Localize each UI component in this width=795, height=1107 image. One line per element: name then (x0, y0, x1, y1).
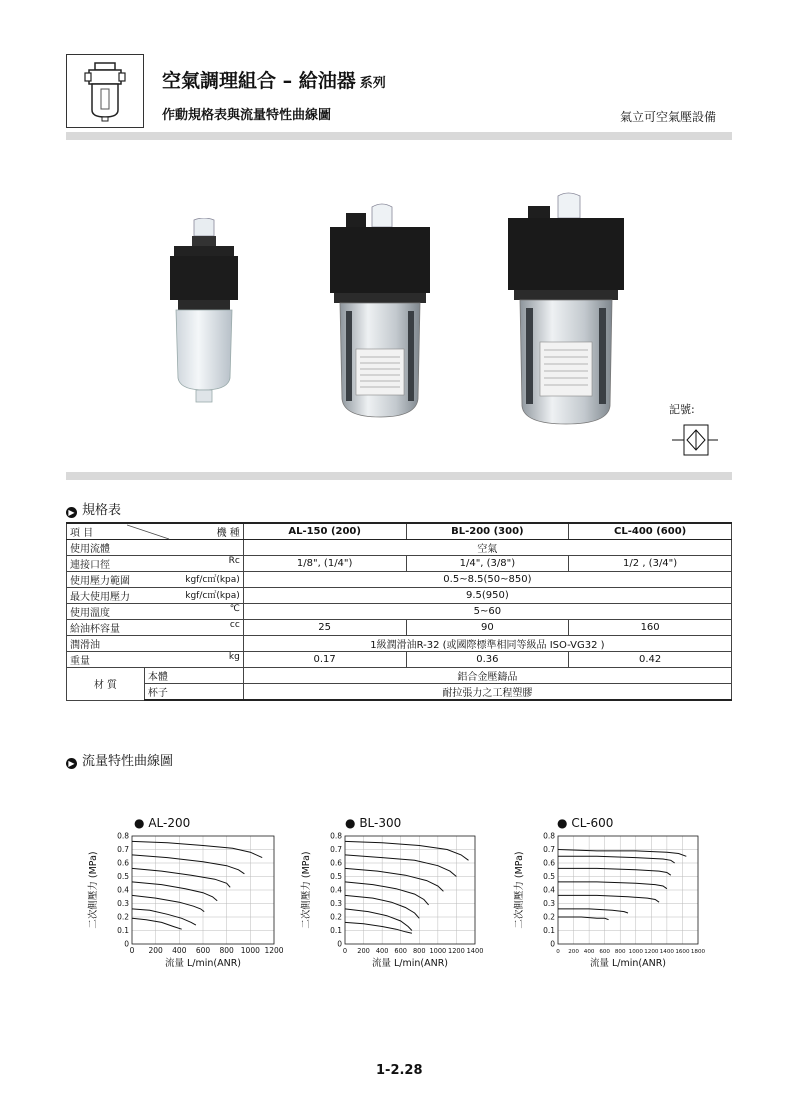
row-value: 0.5~8.5(50~850) (243, 572, 731, 588)
flow-curve (558, 868, 671, 875)
bullet-dot-icon: ● (557, 816, 568, 830)
row-value: 160 (569, 620, 732, 636)
row-value: 1級潤滑油R-32 (或國際標準相同等級品 ISO-VG32 ) (243, 636, 731, 652)
flow-curve (558, 882, 667, 889)
header-item-label: 項 目 (70, 528, 94, 539)
cl-600-flow-chart (508, 826, 718, 976)
bullet-dot-icon: ● (134, 816, 145, 830)
row-value: 5~60 (243, 604, 731, 620)
x-axis-label: 流量 L/min(ANR) (371, 958, 449, 969)
y-tick-label: 0.3 (117, 899, 129, 908)
spec-row-max-pressure (67, 588, 732, 604)
y-tick-label: 0.6 (543, 858, 555, 868)
y-tick-label: 0.5 (330, 872, 342, 881)
x-tick-label: 200 (568, 949, 579, 955)
row-value: 1/4", (3/8") (406, 556, 569, 572)
x-tick-label: 600 (394, 947, 408, 955)
header-diagonal-icon (127, 524, 227, 540)
row-unit: kgf/c㎡(kpa) (185, 575, 240, 585)
x-tick-label: 200 (357, 947, 370, 955)
row-label: 潤滑油 (70, 640, 100, 651)
row-label-cell (67, 588, 244, 604)
y-tick-label: 0.2 (543, 912, 555, 922)
row-unit: cc (229, 620, 240, 630)
y-tick-label: 0.4 (543, 885, 555, 895)
chart-title-text: CL-600 (571, 816, 614, 830)
section-divider (66, 472, 732, 480)
row-value: 1/2 , (3/4") (569, 556, 732, 572)
x-tick-label: 200 (148, 946, 163, 955)
spec-row-temperature (67, 604, 732, 620)
page-title (162, 66, 386, 93)
spec-row-port-size (67, 556, 732, 572)
material-part-label: 本體 (144, 668, 243, 684)
spec-table (66, 522, 732, 701)
chart-title-text: AL-200 (148, 816, 191, 830)
row-value: 0.42 (569, 652, 732, 668)
model-header: BL-200 (300) (406, 523, 569, 540)
model-header: AL-150 (200) (243, 523, 406, 540)
x-tick-label: 1200 (264, 946, 284, 955)
arrow-bullet-icon: ▶ (66, 758, 77, 769)
page-subtitle: 作動規格表與流量特性曲線圖 (162, 108, 332, 123)
y-tick-label: 0.1 (330, 926, 342, 935)
model-header: CL-400 (600) (569, 523, 732, 540)
row-label-cell (67, 620, 244, 636)
row-label-cell (67, 636, 244, 652)
flow-curve (558, 917, 609, 920)
row-label-cell (67, 540, 244, 556)
x-tick-label: 800 (219, 946, 234, 955)
chart-title-text: BL-300 (359, 816, 402, 830)
bl-200-product-image (330, 203, 430, 419)
al-200-flow-chart (82, 826, 294, 976)
row-value: 0.36 (406, 652, 569, 668)
x-tick-label: 400 (583, 949, 595, 955)
y-tick-label: 0.7 (117, 845, 129, 854)
spec-header-row (67, 523, 732, 540)
flow-section-title-text: 流量特性曲線圖 (82, 754, 174, 769)
y-tick-label: 0.6 (117, 858, 129, 868)
x-axis-label: 流量 L/min(ANR) (589, 958, 667, 969)
x-tick-label: 600 (195, 946, 211, 955)
flow-curve (558, 856, 675, 863)
x-tick-label: 800 (412, 947, 426, 955)
flow-section-title (66, 750, 173, 769)
material-value: 鋁合金壓鑄品 (243, 668, 731, 684)
spec-row-bowl-capacity (67, 620, 732, 636)
row-unit: kgf/c㎡(kpa) (185, 591, 240, 601)
row-label: 使用流體 (70, 544, 110, 555)
page-number: 1-2.28 (376, 1063, 423, 1078)
y-axis-label: 二次側壓力 (MPa) (514, 851, 525, 929)
x-tick-label: 0 (129, 946, 135, 955)
y-tick-label: 0.7 (543, 845, 555, 854)
y-tick-label: 0.3 (543, 899, 555, 908)
spec-row-lubricant (67, 636, 732, 652)
row-label: 給油杯容量 (70, 624, 120, 635)
row-label-cell (67, 604, 244, 620)
y-tick-label: 0.4 (117, 885, 129, 895)
row-label: 重量 (70, 656, 90, 667)
x-tick-label: 600 (599, 949, 611, 955)
row-label-cell (67, 652, 244, 668)
x-tick-label: 1000 (628, 949, 643, 955)
spec-section-title (66, 499, 121, 518)
x-tick-label: 1200 (644, 949, 659, 955)
x-tick-label: 400 (172, 946, 187, 955)
row-label: 使用溫度 (70, 608, 110, 619)
spec-header-cell (67, 523, 244, 540)
y-tick-label: 0.1 (117, 926, 129, 935)
x-axis-label: 流量 L/min(ANR) (164, 958, 242, 969)
flow-curve (132, 918, 182, 929)
x-tick-label: 1000 (240, 946, 260, 955)
flow-curve (132, 855, 244, 874)
spec-section-title-text: 規格表 (82, 503, 122, 518)
flow-curve (558, 895, 659, 902)
y-tick-label: 0.8 (543, 831, 555, 841)
y-tick-label: 0.2 (117, 912, 129, 922)
x-tick-label: 0 (556, 949, 560, 955)
y-tick-label: 0.3 (330, 899, 342, 908)
row-value: 0.17 (243, 652, 406, 668)
flow-curve (558, 909, 628, 913)
material-label: 材 質 (67, 668, 145, 701)
header-model-label: 機 種 (216, 528, 240, 539)
x-tick-label: 1600 (675, 949, 690, 955)
x-tick-label: 0 (342, 947, 348, 955)
row-label: 連接口徑 (70, 560, 110, 571)
y-axis-label: 二次側壓力 (MPa) (301, 851, 312, 929)
row-unit: kg (228, 652, 240, 662)
arrow-bullet-icon: ▶ (66, 507, 77, 518)
row-label: 使用壓力範圍 (70, 576, 130, 587)
spec-row-weight (67, 652, 732, 668)
y-tick-label: 0.2 (330, 912, 342, 922)
y-tick-label: 0 (550, 939, 555, 949)
spec-row-material-bowl (67, 684, 732, 701)
row-label-cell (67, 556, 244, 572)
y-axis-label: 二次側壓力 (MPa) (88, 851, 99, 929)
bl-300-flow-chart (295, 826, 495, 976)
row-value: 1/8", (1/4") (243, 556, 406, 572)
cl-400-product-image (508, 192, 624, 426)
material-value: 耐拉張力之工程塑膠 (243, 684, 731, 701)
row-value: 9.5(950) (243, 588, 731, 604)
lubricator-symbol-icon (672, 423, 718, 457)
x-tick-label: 1200 (448, 947, 465, 955)
x-tick-label: 1000 (429, 947, 447, 955)
x-tick-label: 1400 (466, 947, 484, 955)
row-value: 空氣 (243, 540, 731, 556)
x-tick-label: 800 (614, 949, 626, 955)
row-value: 25 (243, 620, 406, 636)
x-tick-label: 400 (375, 947, 389, 955)
y-tick-label: 0.1 (543, 926, 555, 935)
flow-curve (132, 882, 217, 901)
title-suffix: 系列 (359, 76, 386, 91)
row-unit: Rc (228, 556, 240, 566)
spec-row-fluid (67, 540, 732, 556)
flow-curve (132, 868, 230, 887)
symbol-label: 記號: (669, 403, 695, 416)
flow-curve (345, 922, 412, 933)
y-tick-label: 0.7 (330, 845, 342, 854)
row-label-cell (67, 572, 244, 588)
y-tick-label: 0.8 (117, 831, 129, 841)
y-tick-label: 0 (124, 939, 129, 949)
bullet-dot-icon: ● (345, 816, 356, 830)
company-name: 氣立可空氣壓設備 (620, 110, 717, 124)
material-part-label: 杯子 (144, 684, 243, 701)
x-tick-label: 1400 (659, 949, 675, 955)
flow-curve (345, 909, 412, 931)
al-150-product-image (168, 218, 240, 404)
spec-row-material-body (67, 668, 732, 684)
x-tick-label: 1800 (690, 949, 706, 955)
y-tick-label: 0.5 (117, 872, 129, 881)
y-tick-label: 0.6 (330, 858, 342, 868)
row-unit: ℃ (229, 604, 240, 614)
row-value: 90 (406, 620, 569, 636)
y-tick-label: 0.5 (543, 872, 555, 881)
y-tick-label: 0 (337, 939, 342, 949)
y-tick-label: 0.8 (330, 831, 342, 841)
product-logo-box (66, 54, 144, 128)
row-label: 最大使用壓力 (70, 592, 130, 603)
y-tick-label: 0.4 (330, 885, 342, 895)
title-main: 空氣調理組合 – 給油器 (162, 70, 356, 92)
header-divider (66, 132, 732, 140)
spec-row-pressure-range (67, 572, 732, 588)
lubricator-thumbnail-icon (67, 55, 143, 127)
